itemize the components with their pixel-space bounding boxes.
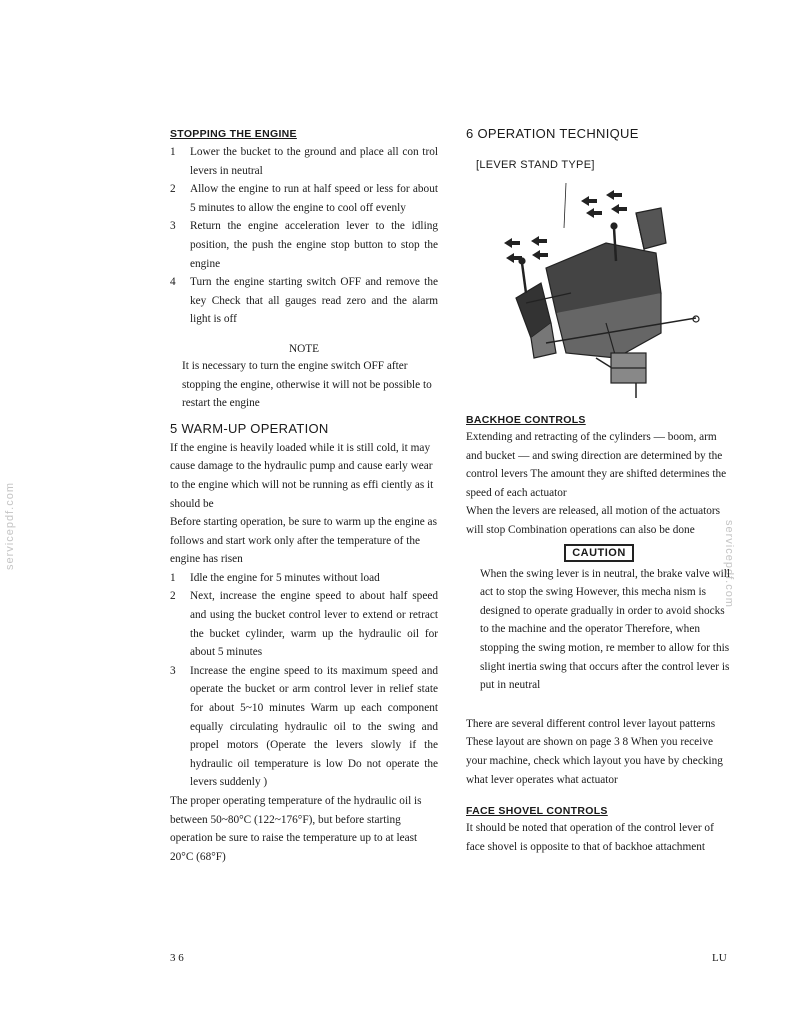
right-column [466, 126, 732, 856]
caution-text: When the swing lever is in neutral, the brake valve will act to stop the swing However, this mecha nism is designed to operate gradually in order to avoid shocks to the machine and the operator Therefore, when stopping the swing motion, re member to allow for this slight inertia swing that occurs after the control lever is put in neutral [480, 567, 731, 692]
item-number: 4 [170, 276, 176, 289]
shovel-text: It should be noted that operation of the control lever of face shovel is opposite to that of backhoe attachment [466, 822, 714, 853]
page-number: 3 6 [170, 952, 184, 964]
item-text: Allow the engine to run at half speed or less for about 5 minutes to allow the engine to cool off evenly [190, 183, 438, 214]
item-text: Turn the engine starting switch OFF and remove the key Check that all gauges read zero and the alarm light is off [190, 276, 438, 326]
item-number: 1 [170, 571, 176, 584]
item-number: 2 [170, 590, 176, 603]
note-title: NOTE [288, 342, 320, 355]
warmup-heading: 5 WARM-UP OPERATION [170, 420, 329, 436]
caution-label: CAUTION [564, 544, 634, 562]
item-number: 1 [170, 146, 176, 158]
technique-heading: 6 OPERATION TECHNIQUE [466, 126, 639, 141]
list-item [170, 273, 438, 329]
caution-label-wrap [466, 544, 732, 562]
left-column [170, 128, 438, 866]
stopping-heading: STOPPING THE ENGINE [170, 128, 297, 140]
stopping-list [170, 143, 438, 329]
item-number: 3 [170, 220, 176, 233]
item-text: Return the engine acceleration lever to the idling position, the push the engine stop button to stop the engine [190, 220, 438, 270]
list-item [170, 587, 438, 661]
layout-text: There are several different control lever layout patterns These layout are shown on page 3 8 When you receive your machine, check which layout you have by checking what lever operates what actuator [466, 717, 723, 786]
list-item [170, 569, 438, 588]
warmup-list [170, 569, 438, 792]
item-text: Lower the bucket to the ground and place all con trol levers in neutral [190, 146, 438, 177]
list-item [170, 662, 438, 792]
lever-stand-drawing [486, 183, 716, 408]
lever-stand-subtitle: [LEVER STAND TYPE] [476, 159, 595, 171]
page-code: LU [712, 952, 727, 964]
list-item [170, 143, 438, 180]
watermark-left: servicepdf.com [3, 482, 16, 570]
lever-stand-illustration [486, 183, 716, 408]
shovel-heading: FACE SHOVEL CONTROLS [466, 805, 608, 818]
watermark-right: servicepdf.com [723, 520, 735, 608]
backhoe-text: Extending and retracting of the cylinders — boom, arm and bucket — and swing direction are determined by the control levers The amount they are shifted determines the speed of each actuator [466, 431, 727, 499]
warmup-intro-2: Before starting operation, be sure to warm up the engine as follows and start work only after the temperature of the engine has risen [170, 516, 437, 566]
item-number: 2 [170, 183, 176, 196]
warmup-outro: The proper operating temperature of the hydraulic oil is between 50~80°C (122~176°F), but before starting operation be sure to raise the temperature up to at least 20°C (68°F) [170, 795, 422, 863]
item-text: Idle the engine for 5 minutes without load [190, 571, 380, 584]
item-number: 3 [170, 664, 176, 677]
list-item [170, 217, 438, 273]
list-item [170, 180, 438, 217]
backhoe-text-2: When the levers are released, all motion of the actuators will stop Combination operations can also be done [466, 505, 721, 536]
item-text: Increase the engine speed to its maximum speed and operate the bucket or arm control lever in relief state for about 5~10 minutes Warm up each component equally circulating hydraulic oil to the swing and propel motors (Operate the levers slowly if the hydraulic oil temperature is low Do not operate the levers suddenly ) [190, 664, 438, 789]
note-text: It is necessary to turn the engine switch OFF after stopping the engine, otherwise it will not be possible to restart the engine [182, 359, 432, 410]
item-text: Next, increase the engine speed to about half speed and using the bucket control lever to extend or retract the bucket cylinder, warm up the hydraulic oil for about 5 minutes [190, 590, 438, 659]
backhoe-heading: BACKHOE CONTROLS [466, 414, 586, 426]
warmup-intro: If the engine is heavily loaded while it is still cold, it may cause damage to the hydraulic pump and cause early wear to the engine which will not be running as effi ciently as it should be [170, 441, 434, 510]
